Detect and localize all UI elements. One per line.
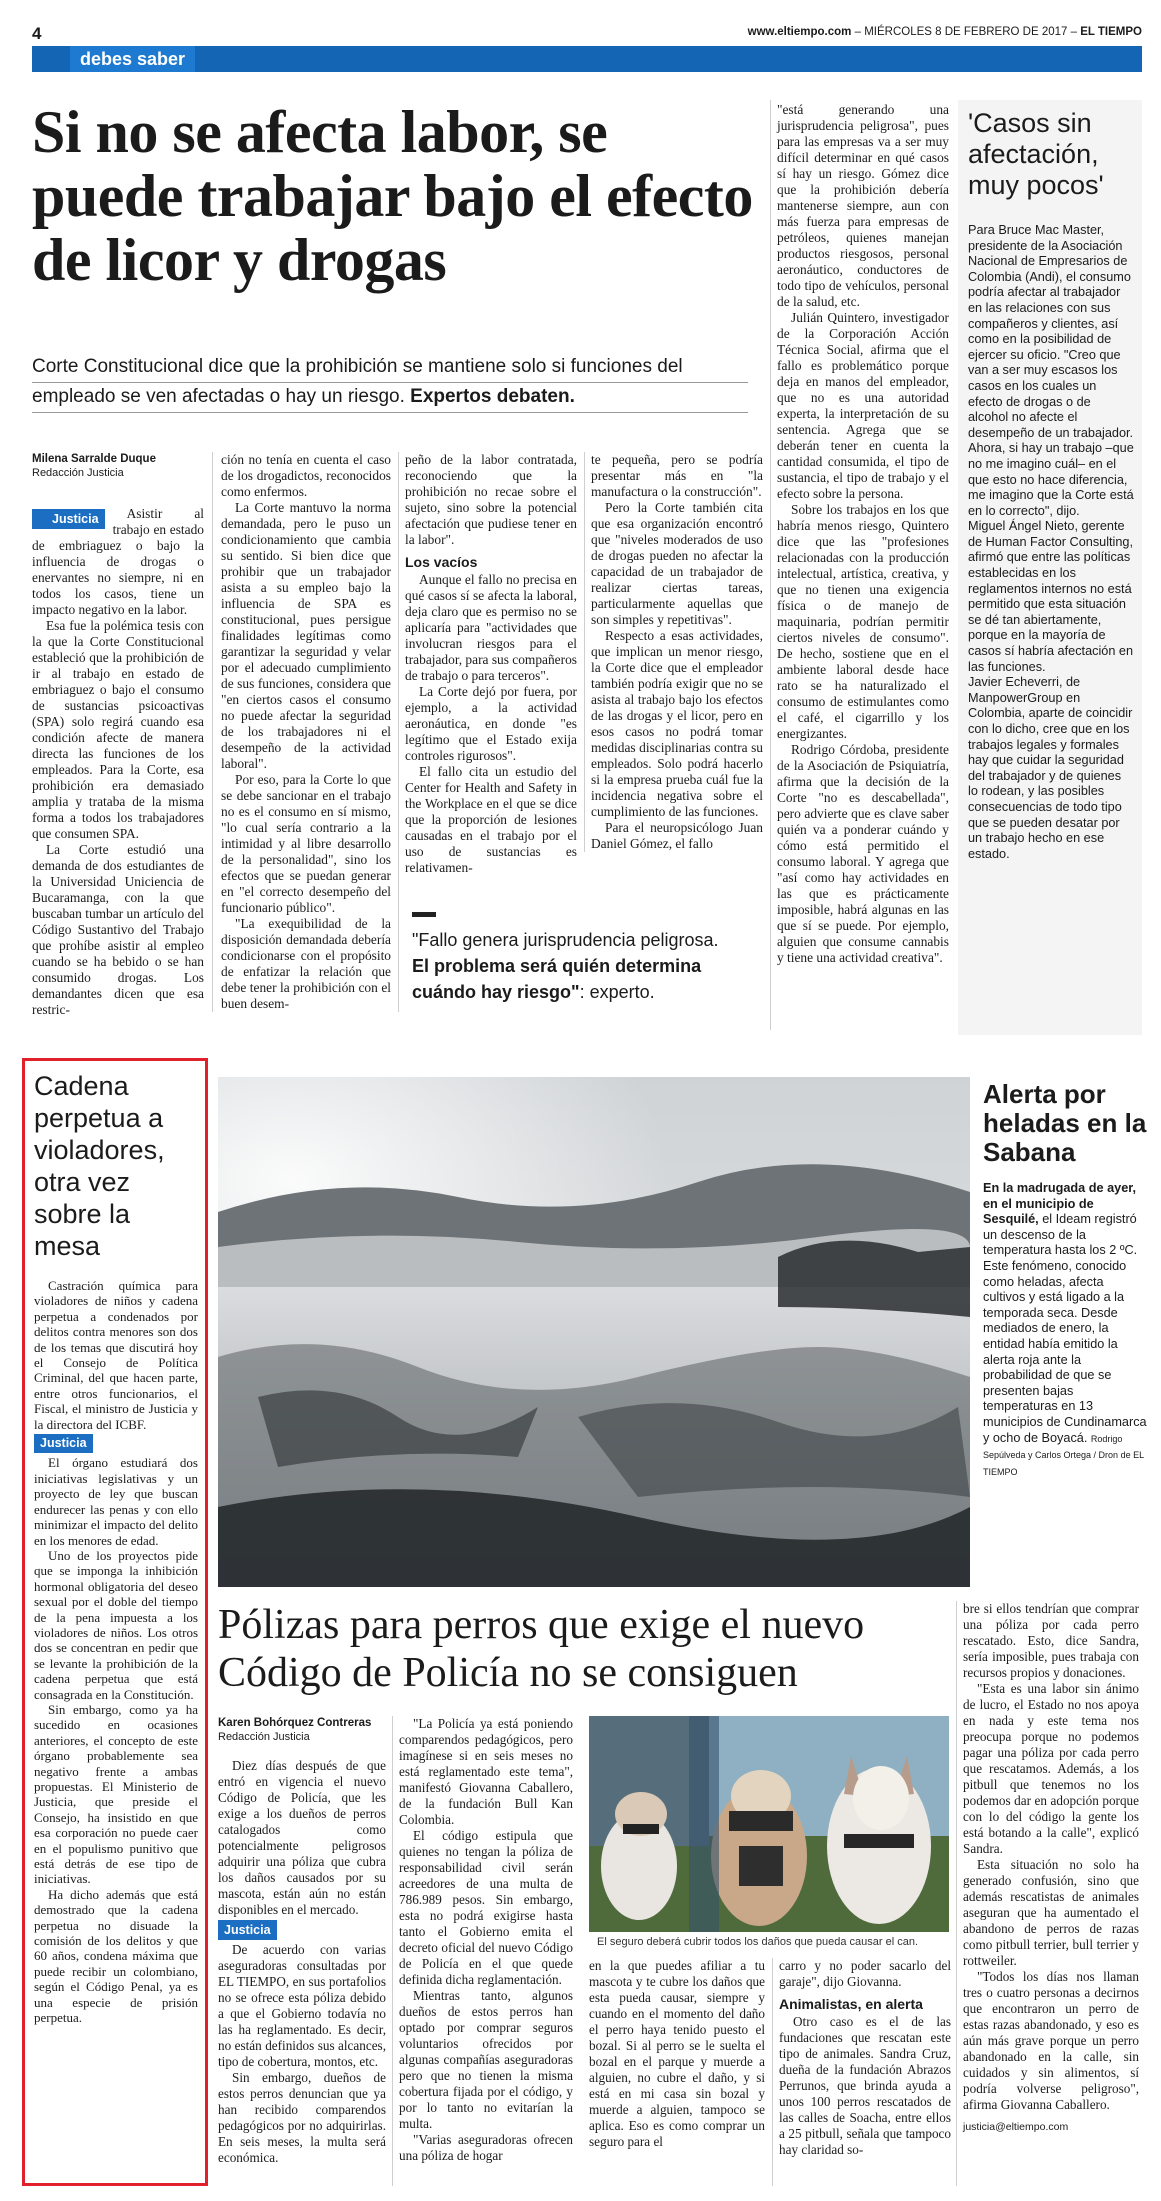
byline bbox=[218, 1716, 386, 1744]
brand-name: EL TIEMPO bbox=[1080, 26, 1142, 38]
section-bar bbox=[32, 46, 1142, 72]
paragraph: Sin embargo, dueños de estos perros denuncian que ya han recibido comparendos pedagógicos por no adquirirlas. En seis meses, la multa será económica. bbox=[218, 2070, 386, 2165]
main-col-1 bbox=[32, 452, 204, 1018]
pull-quote bbox=[412, 912, 764, 1005]
paragraph: te pequeña, pero se podría presentar más en "la manufactura o la construcción". bbox=[591, 452, 763, 499]
paragraph: El fallo cita un estudio del Center for Health and Safety in the Workplace en el que se dice que la proporción de lesiones causadas en el trabajo por el uso de sustancias es relativamen- bbox=[405, 764, 577, 875]
paragraph: "La Policía ya está poniendo comparendos pedagógicos, pero imagínese si en seis meses no está reglamentado este tema", manifestó Giovanna Caballero, de la fundación Bull Kan Colombia. bbox=[399, 1716, 573, 1827]
deck-bold: Expertos debaten. bbox=[410, 386, 575, 407]
polizas-col-5 bbox=[963, 1601, 1139, 2135]
photo-credit: Rodrigo Sepúlveda y Carlos Ortega / Dron de EL TIEMPO bbox=[983, 1433, 1144, 1477]
polizas-col-3 bbox=[589, 1958, 765, 2150]
main-col-2 bbox=[221, 452, 391, 1012]
polizas-col-1 bbox=[218, 1716, 386, 2166]
polizas-headline: Pólizas para perros que exige el nuevo Código de Policía no se consiguen bbox=[218, 1602, 865, 1696]
quote-line: "Fallo genera jurisprudencia peligrosa. bbox=[412, 930, 719, 950]
paragraph: Ha dicho además que está demostrado que la cadena perpetua no disuade la comisión de los delitos y que 60 años, condena máxima que puede recibir un colombiano, según el Código Penal, ya es una especie de prisión perpetua. bbox=[34, 1886, 198, 2026]
paragraph: Julián Quintero, investigador de la Corporación Acción Técnica Social, afirma que el fallo es problemático porque deja en manos del empleador, que no es una autoridad experta, la interpretación de su sentencia. Agrega que se deberán tener en cuenta la cantidad consumida, el tipo de sustancia, el tipo de trabajo y el efecto sobre la persona. bbox=[777, 310, 949, 501]
main-col-4 bbox=[591, 452, 763, 852]
paragraph: en la que puedes afiliar a tu mascota y te cubre los daños que esta pueda causar, siempre y cuando en el momento del daño el perro haya tenido puesto el bozal. Si al perro se le suelta el bozal en el parque y muerde a alguien, no cubre el daño, y si está en mi casa sin bozal y muerde a alguien, tampoco se aplica. Eso es como comprar un seguro para el bbox=[589, 1958, 765, 2149]
quote-tail: : experto. bbox=[579, 982, 655, 1002]
header-meta bbox=[748, 26, 1142, 38]
paragraph: Javier Echeverri, de ManpowerGroup en Colombia, aparte de coincidir con lo dicho, cree que en los trabajos legales y formales hay que cuidar la seguridad del trabajador y de quienes lo rodean, y las posibles consecuencias de todo tipo que se pueden desatar por un trabajo hecho en ese estado. bbox=[968, 675, 1133, 861]
column-rule bbox=[772, 1958, 773, 2186]
column-rule bbox=[392, 1716, 393, 2186]
header-sep: – bbox=[854, 26, 865, 38]
section-label: debes saber bbox=[70, 46, 195, 72]
polizas-col-4 bbox=[779, 1958, 951, 2158]
paragraph: carro y no poder sacarlo del garaje", dijo Giovanna. bbox=[779, 1958, 951, 1989]
paragraph: Diez días después de que entró en vigencia el nuevo Código de Policía, que les exige a los dueños de perros catalogados como potencialmente peligrosos adquirir una póliza que cubra los daños causados por su mascota, están aún no están disponibles en el mercado. bbox=[218, 1758, 386, 1917]
paragraph: Aunque el fallo no precisa en qué casos sí se afecta la laboral, deja claro que es permiso no se aplicaría para "actividades que involucran riesgos para el trabajador, para sus compañeros de trabajo o para terceros". bbox=[405, 572, 577, 683]
paragraph: Por eso, para la Corte lo que se debe sancionar en el trabajo no es el consumo en sí mismo, "lo cual sería contrario a la intimidad y al libre desarrollo de la personalidad", sino los efectos que se puedan generar en "el correcto desempeño del funcionario público". bbox=[221, 772, 391, 915]
paragraph: Esta situación no solo ha generado confusión, sino que además rescatistas de animales aseguran que ha aumentado el abandono de perros de razas como pitbull terrier, bull terrier y rottweiler. bbox=[963, 1857, 1139, 1968]
alerta-box bbox=[983, 1080, 1148, 1480]
paragraph: Uno de los proyectos pide que se imponga la inhibición hormonal obligatoria del deseo sexual por el doble del tiempo de la pena impuesta a los violadores de niños. Los otros dos se concentran en pedir que se levante la prohibición de la cadena perpetua que está consagrada en la Constitución. bbox=[34, 1547, 198, 1702]
paragraph: Miguel Ángel Nieto, gerente de Human Factor Consulting, afirmó que entre las políticas establecidas en los reglamentos internos no está permitido que esta situación se dé tan abiertamente, porque en la mayoría de casos sí habría afectación en las funciones. bbox=[968, 519, 1134, 674]
paragraph: "Varias aseguradoras ofrecen una póliza de hogar bbox=[399, 2132, 573, 2163]
main-col-5 bbox=[777, 102, 949, 966]
paragraph: La Corte mantuvo la norma demandada, pero le puso un condicionamiento que cambia su sentido. Si bien dice que prohibir que un trabajador asista a su empleo bajo la influencia de SPA es constitucional, pues persigue finalidades legítimas como garantizar la seguridad y velar por el adecuado cumplimiento de sus funciones, considera que "en ciertos casos el consumo no puede afectar la seguridad de los trabajadores ni el desempeño de la actividad laboral". bbox=[221, 500, 391, 771]
subhead: Animalistas, en alerta bbox=[779, 1996, 923, 2012]
paragraph: Otro caso es el de las fundaciones que rescatan este tipo de animales. Sandra Cruz, dueña de la fundación Abrazos Perrunos, que brinda ayuda a unos 100 perros rescatados de las calles de Soacha, entre ellos a 25 pitbull, señala que tampoco hay claridad so- bbox=[779, 2014, 951, 2157]
paragraph: Justicia Asistir al trabajo en estado de embriaguez o bajo la influencia de drogas o enervantes no siempre, ni en todos los casos, tiene un impacto negativo en la labor. bbox=[32, 506, 204, 617]
paragraph: Castración química para violadores de niños y cadena perpetua a condenados por delitos contra menores son dos de los temas que discutirá hoy el Consejo de Política Criminal, del que hacen parte, entre otros funcionarios, el Fiscal, el ministro de Justicia y la directora del ICBF. bbox=[34, 1278, 198, 1432]
paragraph: El código estipula que quienes no tengan la póliza de responsabilidad civil serán acreedores de una multa de 786.989 pesos. Sin embargo, esta no podrá exigirse hasta tanto el Gobierno emita el decreto oficial del nuevo Código de Policía en el que quede definida dicha reglamentación. bbox=[399, 1828, 573, 1987]
author-name: Milena Sarralde Duque bbox=[32, 453, 156, 465]
paragraph: "Esta es una labor sin ánimo de lucro, el Estado no nos apoya en nada y este tema nos preocupa porque no podemos pagar una póliza por cada perro que rescatamos. Además, a los pitbull que tenemos no los podemos dar en adopción porque con lo del código la gente los está botando a la calle", explicó Sandra. bbox=[963, 1681, 1139, 1856]
paragraph: La Corte dejó por fuera, por ejemplo, a la actividad aeronáutica, en donde "es legítimo que el Estado exija controles rigurosos". bbox=[405, 684, 577, 763]
alerta-text: el Ideam registró un descenso de la temperatura hasta los 2 ºC. Este fenómeno, conocido como heladas, afecta cultivos y está ligado a la temporada seca. Desde mediados de enero, la entidad había emitido la alerta roja ante la probabilidad de que se presenten bajas temperaturas en 13 municipios de Cundinamarca y ocho de Boyacá. bbox=[983, 1212, 1147, 1445]
quote-bold: El problema será quién determina cuándo hay riesgo" bbox=[412, 956, 702, 1002]
sidebar-casos-content bbox=[968, 108, 1134, 862]
paragraph: "La exequibilidad de la disposición demandada debería condicionarse con el propósito de enfatizar la relación que debe tener la prohibición con el buen desem- bbox=[221, 916, 391, 1011]
paragraph: El órgano estudiará dos iniciativas legislativas y un proyecto de ley que buscan endurecer las penas y con ello minimizar el impacto del delito en los menores de edad. bbox=[34, 1455, 198, 1548]
author-name: Karen Bohórquez Contreras bbox=[218, 1717, 372, 1729]
section-tag[interactable]: Justicia bbox=[34, 1434, 198, 1453]
fog-landscape-image bbox=[218, 1077, 970, 1587]
quote-mark bbox=[412, 912, 436, 917]
desk-name: Redacción Justicia bbox=[218, 1731, 310, 1743]
paragraph: "Todos los días nos llaman tres o cuatro personas a decirnos que encontraron un perro de estas razas abandonado, y eso es aún más grave porque un perro abandonado en la calle, sin cuidados y sin alimentos, sí podría volverse peligroso", afirma Giovanna Caballero. bbox=[963, 1969, 1139, 2112]
cadena-title: Cadena perpetua a violadores, otra vez sobre la mesa bbox=[34, 1071, 165, 1261]
page-header bbox=[32, 22, 1142, 78]
paragraph: Para Bruce Mac Master, presidente de la Asociación Nacional de Empresarios de Colombia (Andi), el consumo podría afectar al trabajador en las relaciones con sus compañeros y clientes, así como en la posibilidad de ejercer su oficio. "Creo que van a ser muy escasos los casos en los cuales un efecto de drogas o de alcohol no afecte el desempeño de un trabajador. Ahora, si hay un trabajo –que no me imagino cuál– en el que esto no hace diferencia, me imagino que la Corte está en lo correcto", dijo. bbox=[968, 223, 1134, 518]
column-rule bbox=[398, 452, 399, 1012]
paragraph: La Corte estudió una demanda de dos estudiantes de la Universidad Uniciencia de Bucaramanga, con la que buscaban tumbar un artículo del Código Sustantivo del Trabajo que prohíbe asistir al empleo cuando se ha bebido o se han consumido drogas. Los demandantes dicen que esa restric- bbox=[32, 842, 204, 1017]
column-rule bbox=[956, 1601, 957, 2186]
dogs-image bbox=[589, 1716, 949, 1932]
main-headline: Si no se afecta labor, se puede trabajar bajo el efecto de licor y drogas bbox=[32, 99, 753, 293]
photo-caption: El seguro deberá cubrir todos los daños que pueda causar el can. bbox=[597, 1936, 919, 1948]
paragraph: Sin embargo, como ya ha sucedido en ocasiones anteriores, el concepto de este órgano probablemente sea negativo frente a ambas propuestas. El Ministerio de Justicia, que preside el Consejo, ha insistido en que esa corporación no puede caer en el populismo punitivo que está detrás de ese tipo de iniciativas. bbox=[34, 1701, 198, 1887]
paragraph: ción no tenía en cuenta el caso de los drogadictos, reconocidos como enfermos. bbox=[221, 452, 391, 499]
paragraph: De acuerdo con varias aseguradoras consultadas por EL TIEMPO, en sus portafolios no se ofrece esta póliza debido a que el Gobierno todavía no las ha reglamentado. Es decir, no están definidos sus alcances, tipo de cobertura, montos, etc. bbox=[218, 1942, 386, 2069]
column-rule bbox=[212, 452, 213, 1012]
header-sep: – bbox=[1070, 26, 1081, 38]
column-rule bbox=[770, 100, 771, 1030]
sidebar-title: 'Casos sin afectación, muy pocos' bbox=[968, 108, 1104, 200]
dog-photo bbox=[589, 1716, 949, 1932]
paragraph: Sobre los trabajos en los que habría menos riesgo, Quintero dice que las "profesiones relacionadas con la producción intelectual, artística, creativa, y que no tienen una exigencia física o de manejo de maquinaria, podrían permitir ciertos niveles de consumo". De hecho, sostiene que en el ambiente laboral desde hace rato se ha naturalizado el consumo de estimulantes como el café, el cigarrillo y los energizantes. bbox=[777, 502, 949, 741]
deck-text: Corte Constitucional dice que la prohibición se mantiene solo si funciones del empleado se ven afectadas o hay un riesgo. bbox=[32, 356, 683, 407]
alerta-title: Alerta por heladas en la Sabana bbox=[983, 1079, 1147, 1167]
paragraph: peño de la labor contratada, reconociendo que la prohibición no recae sobre el sujeto, sino sobre la potencial afectación que pudiese tener en la labor". bbox=[405, 452, 577, 547]
fog-photo bbox=[218, 1077, 970, 1587]
paragraph: Rodrigo Córdoba, presidente de la Asociación de Psiquiatría, afirma que la decisión de la Corte "no es descabellada", pero advierte que es clave saber quién va a ponderar cuándo y cómo está permitido el consumo laboral. Y agrega que "así como hay actividades en las que es prácticamente imposible, habrá algunas en las que sí se puede. Por ejemplo, alguien que consume cannabis y tiene una actividad creativa". bbox=[777, 742, 949, 965]
paragraph: Pero la Corte también cita que esa organización encontró que "niveles moderados de uso de drogas pueden no afectar la capacidad de un trabajador de realizar ciertas tareas, particularmente aquellas que son simples y repetitivas". bbox=[591, 500, 763, 627]
section-tag[interactable]: Justicia bbox=[218, 1920, 386, 1940]
cadena-content bbox=[34, 1070, 198, 2026]
paragraph: Para el neuropsicólogo Juan Daniel Gómez, el fallo bbox=[591, 820, 763, 851]
subhead: Los vacíos bbox=[405, 554, 478, 570]
paragraph: Mientras tanto, algunos dueños de estos perros han optado por comprar seguros voluntarios ofrecidos por algunas compañías aseguradoras pero que no tienen la misma cobertura fijada por el código, y por lo tanto no evitarían la multa. bbox=[399, 1988, 573, 2131]
byline bbox=[32, 452, 204, 480]
header-date: MIÉRCOLES 8 DE FEBRERO DE 2017 bbox=[864, 26, 1068, 38]
paragraph: "está generando una jurisprudencia peligrosa", pues para las empresas va a ser muy difícil determinar en qué casos sí hay un riesgo. Gómez dice que la prohibición debería mantenerse siempre, aun con más fuerza para empresas de petróleos, quienes manejan productos riesgosos, personal aeronáutico, conductores de todo tipo de vehículos, personal de la salud, etc. bbox=[777, 102, 949, 309]
email-link[interactable]: justicia@eltiempo.com bbox=[963, 2121, 1069, 2133]
main-col-3 bbox=[405, 452, 577, 876]
polizas-col-2 bbox=[399, 1716, 573, 2164]
paragraph: Respecto a esas actividades, que implican un menor riesgo, la Corte dice que el empleador también podría exigir que no se asista al trabajo bajo los efectos de las drogas y el licor, pero en esos casos no podrá tomar medidas disciplinarias contra su empleados. Solo podrá hacerlo si la empresa prueba cuál fue la incidencia negativa sobre el cumplimiento de las funciones. bbox=[591, 628, 763, 819]
column-rule bbox=[584, 452, 585, 852]
paragraph: Esa fue la polémica tesis con la que la Corte Constitucional estableció que la prohibición de ir al trabajo en estado de embriaguez o bajo el consumo de sustancias psicoactivas (SPA) solo regirá cuando esa condición afecte de manera directa las funciones de los empleados. Para la Corte, esa prohibición era demasiado amplia y trataba de la misma forma a todos los trabajadores que consumen SPA. bbox=[32, 618, 204, 841]
section-tag[interactable]: Justicia bbox=[32, 509, 105, 529]
site-url[interactable]: www.eltiempo.com bbox=[747, 26, 852, 38]
deck-rule bbox=[32, 412, 748, 413]
alerta-lead: En la madrugada de ayer, en el municipio de Sesquilé, bbox=[983, 1181, 1137, 1227]
alerta-body bbox=[983, 1181, 1148, 1480]
paragraph: bre si ellos tendrían que comprar una póliza por cada perro rescatado. Esto, dice Sandra, sería imposible, pues trabaja con recursos propios y donaciones. bbox=[963, 1601, 1139, 1680]
page-number: 4 bbox=[32, 24, 42, 43]
desk-name: Redacción Justicia bbox=[32, 467, 124, 479]
deck-rule bbox=[32, 382, 748, 383]
